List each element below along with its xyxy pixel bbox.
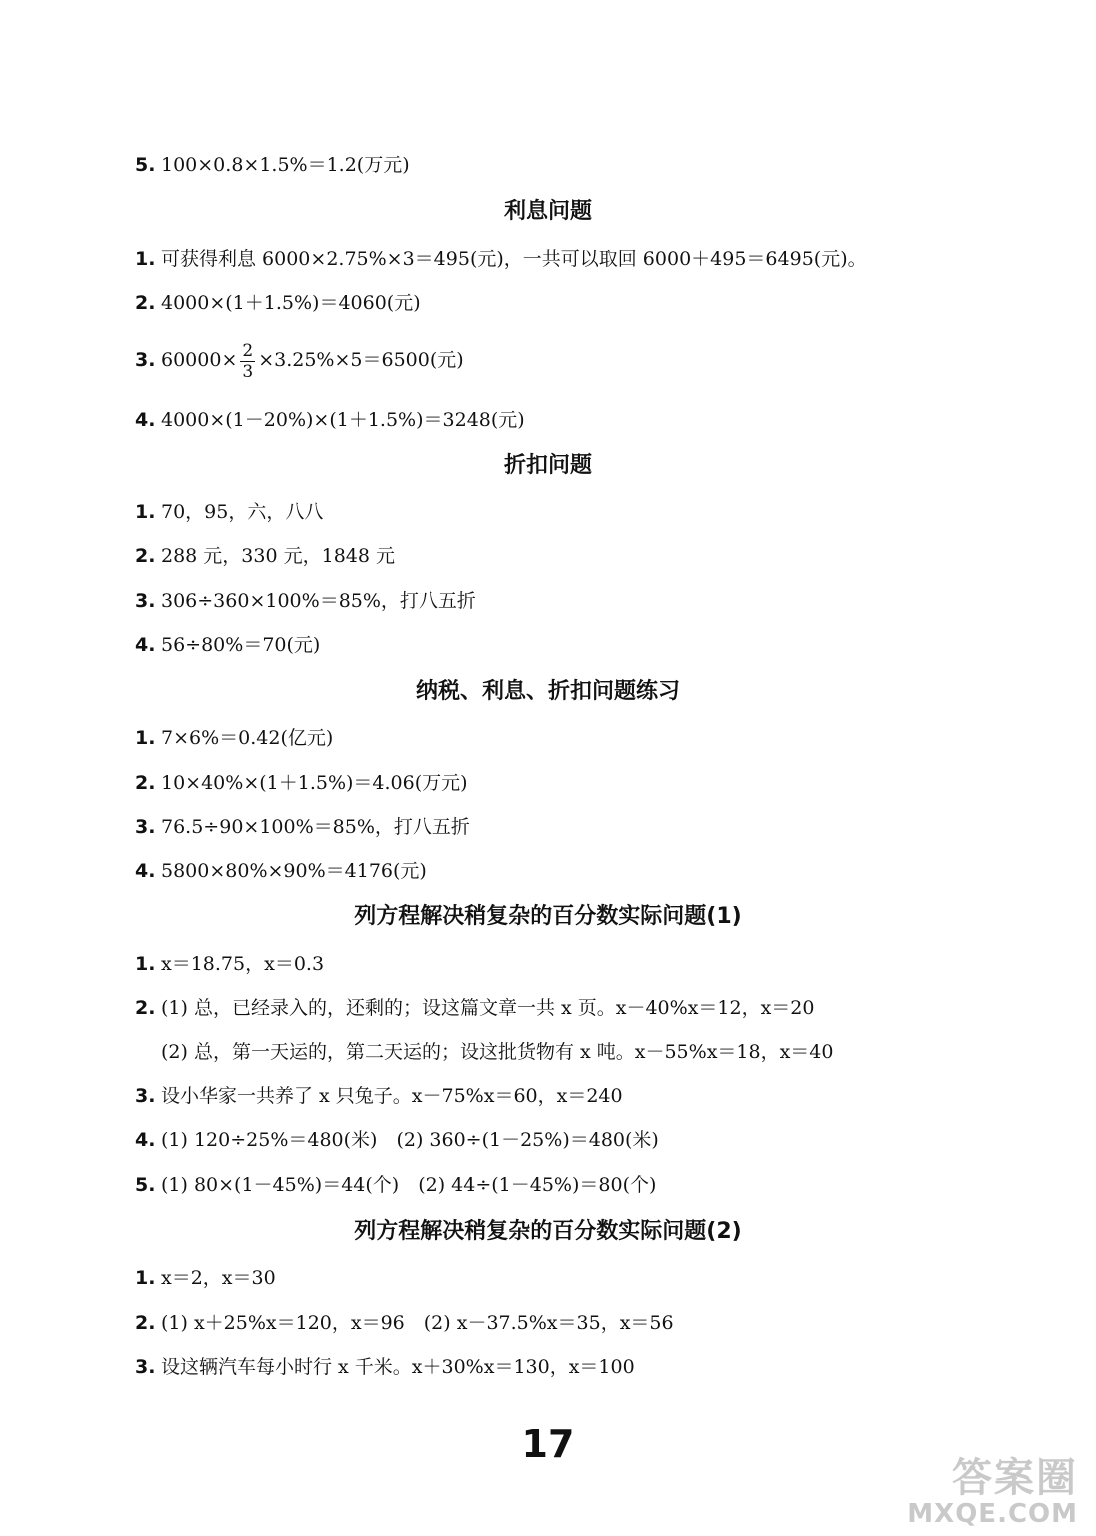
answer-line	[135, 995, 814, 1021]
answer-text: x＝18.75，x＝0.3	[161, 953, 325, 975]
answer-line	[135, 588, 476, 614]
section-title: 利息问题	[503, 199, 592, 224]
answer-line	[135, 1127, 659, 1153]
item-number: 1.	[135, 727, 156, 749]
item-number: 3.	[135, 349, 156, 371]
answer-text: 288 元，330 元，1848 元	[161, 545, 396, 567]
answer-text: x＝2，x＝30	[161, 1267, 276, 1289]
answer-text: 可获得利息 6000×2.75%×3＝495(元)，一共可以取回 6000＋495＝6495(元)。	[161, 248, 867, 270]
answer-line	[135, 1172, 656, 1198]
item-number: 3.	[135, 816, 156, 838]
answer-line	[135, 1265, 276, 1291]
answer-line	[135, 334, 464, 386]
answer-text: 7×6%＝0.42(亿元)	[161, 727, 334, 749]
answer-text: 76.5÷90×100%＝85%，打八五折	[161, 816, 470, 838]
item-number: 3.	[135, 1085, 156, 1107]
item-number: 4.	[135, 860, 156, 882]
item-number: 2.	[135, 772, 156, 794]
answer-line	[135, 407, 525, 433]
answer-line	[135, 858, 427, 884]
item-number: 2.	[135, 997, 156, 1019]
answer-text: 设这辆汽车每小时行 x 千米。x＋30%x＝130，x＝100	[161, 1356, 635, 1378]
item-number: 3.	[135, 1356, 156, 1378]
answer-line	[135, 770, 468, 796]
item-number: 1.	[135, 1267, 156, 1289]
item-number: 4.	[135, 409, 156, 431]
answer-text: 100×0.8×1.5%＝1.2(万元)	[161, 154, 410, 176]
answer-text: (2) 总，第一天运的，第二天运的；设这批货物有 x 吨。x－55%x＝18，x＝40	[161, 1041, 834, 1063]
section-title: 纳税、利息、折扣问题练习	[415, 679, 680, 704]
answer-text: 4000×(1－20%)×(1＋1.5%)＝3248(元)	[161, 409, 525, 431]
item-number: 3.	[135, 590, 156, 612]
page-number: 17	[521, 1422, 575, 1466]
answer-text: 4000×(1＋1.5%)＝4060(元)	[161, 292, 421, 314]
answer-line	[135, 290, 421, 316]
answer-text-post: ×3.25%×5＝6500(元)	[258, 349, 464, 371]
answer-text: (1) 80×(1－45%)＝44(个) (2) 44÷(1－45%)＝80(个)	[161, 1174, 657, 1196]
watermark-text: 答案圈	[952, 1455, 1078, 1501]
watermark-url: MXQE.COM	[907, 1499, 1078, 1529]
answer-text: 70，95，六，八八	[161, 501, 324, 523]
answer-line	[135, 543, 395, 569]
section-title: 折扣问题	[503, 453, 592, 478]
answer-text-pre: 60000×	[161, 349, 238, 371]
section-title: 列方程解决稍复杂的百分数实际问题(1)	[354, 904, 742, 929]
item-number: 5.	[135, 1174, 156, 1196]
section-title: 列方程解决稍复杂的百分数实际问题(2)	[354, 1219, 742, 1244]
item-number: 1.	[135, 953, 156, 975]
answer-line	[135, 632, 320, 658]
item-number: 2.	[135, 1312, 156, 1334]
answer-line	[135, 499, 323, 525]
answer-text: (1) 120÷25%＝480(米) (2) 360÷(1－25%)＝480(米)	[161, 1129, 659, 1151]
item-number: 5.	[135, 154, 156, 176]
answer-line	[135, 725, 333, 751]
answer-line	[135, 1310, 674, 1336]
item-number: 4.	[135, 634, 156, 656]
answer-text: 56÷80%＝70(元)	[161, 634, 321, 656]
watermark-logo	[907, 1456, 1078, 1528]
answer-line	[135, 246, 867, 272]
fraction-numerator: 2	[242, 340, 254, 361]
answer-line	[135, 1354, 635, 1380]
item-number: 2.	[135, 545, 156, 567]
answer-text: (1) x＋25%x＝120，x＝96 (2) x－37.5%x＝35，x＝56	[161, 1312, 674, 1334]
answer-text: 306÷360×100%＝85%，打八五折	[161, 590, 476, 612]
answer-text: (1) 总，已经录入的，还剩的；设这篇文章一共 x 页。x－40%x＝12，x＝20	[161, 997, 815, 1019]
answer-text: 设小华家一共养了 x 只兔子。x－75%x＝60，x＝240	[161, 1085, 623, 1107]
answer-line	[135, 152, 410, 178]
answer-text: 5800×80%×90%＝4176(元)	[161, 860, 427, 882]
fraction	[240, 341, 255, 382]
answer-line	[135, 1083, 623, 1109]
answer-line	[135, 814, 470, 840]
answer-line	[135, 951, 324, 977]
item-number: 1.	[135, 501, 156, 523]
item-number: 1.	[135, 248, 156, 270]
item-number: 4.	[135, 1129, 156, 1151]
answer-text: 10×40%×(1＋1.5%)＝4.06(万元)	[161, 772, 468, 794]
answer-line	[135, 1039, 833, 1065]
fraction-denominator: 3	[242, 361, 254, 382]
item-number: 2.	[135, 292, 156, 314]
